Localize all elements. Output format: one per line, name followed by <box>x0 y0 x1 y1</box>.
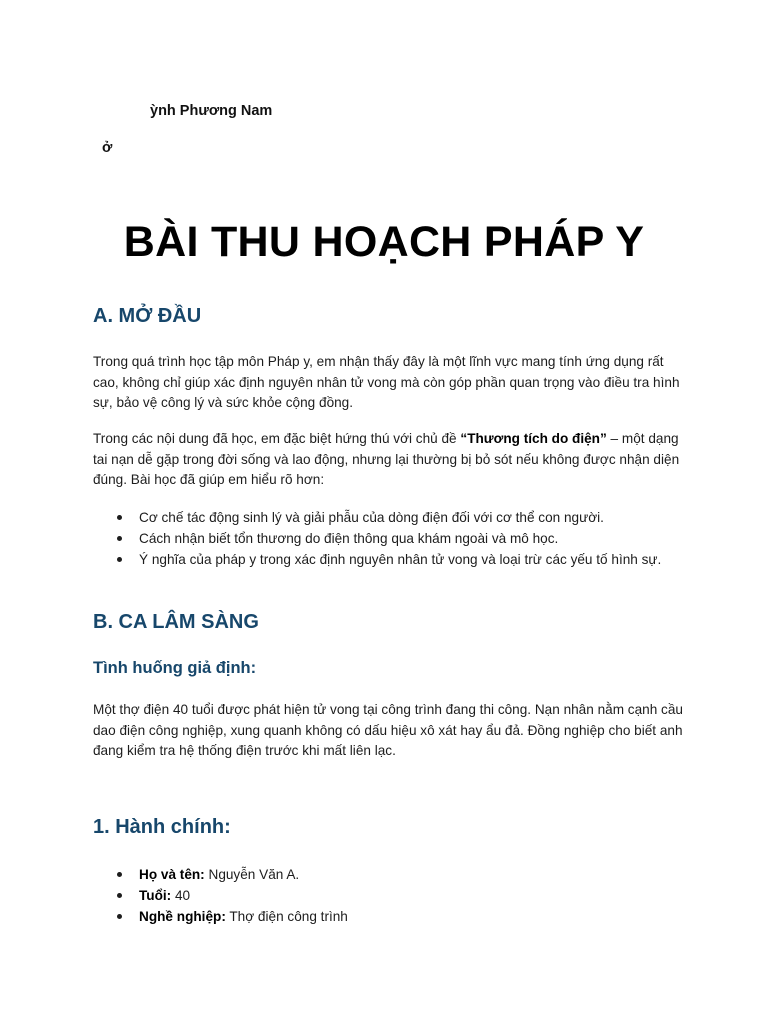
document-title: BÀI THU HOẠCH PHÁP Y <box>123 218 645 266</box>
field-label: Tuổi: <box>139 888 172 903</box>
school-name: ở <box>102 140 113 156</box>
intro-paragraph-2-start: Trong các nội dung đã học, em đặc biệt hứng thú với chủ đề <box>93 431 461 446</box>
field-label: Nghề nghiệp: <box>139 909 226 924</box>
admin-info-list <box>93 864 683 927</box>
intro-paragraph-1: Trong quá trình học tập môn Pháp y, em nhận thấy đây là một lĩnh vực mang tính ứng dụng rất cao, không chỉ giúp xác định nguyên nhân tử vong mà còn góp phần quan trọng vào điều tra hình sự, bảo vệ công lý và sức khỏe cộng đồng. <box>93 354 680 410</box>
case-subheading: Tình huống giả định: <box>93 659 257 677</box>
section-1-heading: 1. Hành chính: <box>93 816 231 838</box>
author-name: ỳnh Phương Nam <box>150 103 273 119</box>
bullet-icon <box>117 914 122 919</box>
bullet-icon <box>117 515 122 520</box>
case-paragraph: Một thợ điện 40 tuổi được phát hiện tử vong tại công trình đang thi công. Nạn nhân nằm cạnh cầu dao điện công nghiệp, xung quanh không có dấu hiệu xô xát hay ẩu đả. Đồng nghiệp cho biết anh đang kiểm tra hệ thống điện trước khi mất liên lạc. <box>93 702 683 758</box>
field-value: Nguyễn Văn A. <box>204 867 300 882</box>
intro-paragraph-2-end: – một dạng tai nạn dễ gặp trong đời sống và lao động, nhưng lại thường bị bỏ sót nếu không được nhận diện đúng. Bài học đã giúp em hiểu rõ hơn: <box>93 431 680 487</box>
list-item <box>93 507 683 528</box>
bullet-icon <box>117 536 122 541</box>
bullet-icon <box>117 557 122 562</box>
field-label: Họ và tên: <box>139 867 205 882</box>
learning-points-list <box>93 507 683 570</box>
bullet-icon <box>117 893 122 898</box>
list-item <box>93 906 683 927</box>
section-b-heading: B. CA LÂM SÀNG <box>93 611 259 633</box>
intro-paragraph-2 <box>93 429 683 491</box>
field-value: Thợ điện công trình <box>225 909 348 924</box>
topic-highlight: “Thương tích do điện” <box>460 431 607 446</box>
list-item <box>93 528 683 549</box>
list-item <box>93 549 683 570</box>
list-item-text: Cách nhận biết tổn thương do điện thông qua khám ngoài và mô học. <box>139 531 559 546</box>
section-a-heading: A. MỞ ĐẦU <box>93 305 202 327</box>
list-item <box>93 885 683 906</box>
field-value: 40 <box>171 888 191 903</box>
bullet-icon <box>117 872 122 877</box>
list-item-text: Cơ chế tác động sinh lý và giải phẫu của dòng điện đối với cơ thể con người. <box>139 510 604 525</box>
list-item <box>93 864 683 885</box>
list-item-text: Ý nghĩa của pháp y trong xác định nguyên nhân tử vong và loại trừ các yếu tố hình sự. <box>139 552 662 567</box>
